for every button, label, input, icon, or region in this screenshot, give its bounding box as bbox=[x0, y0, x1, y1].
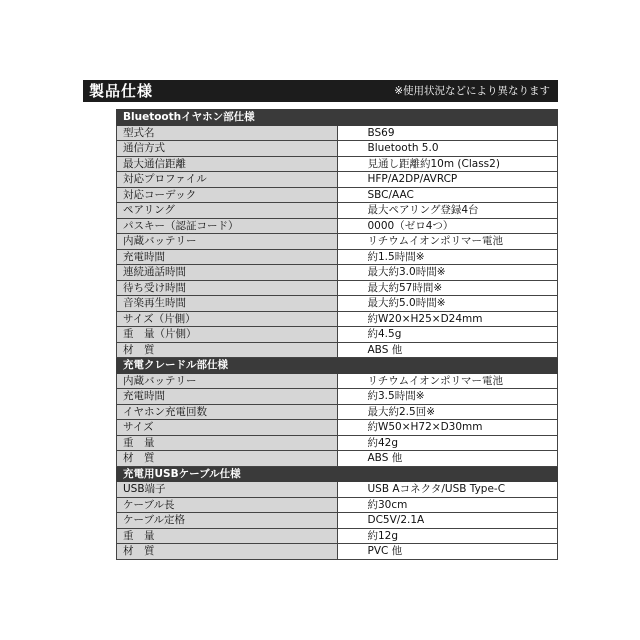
spec-value: リチウムイオンポリマー電池 bbox=[337, 373, 558, 389]
spec-label: 材 質 bbox=[117, 342, 338, 358]
spec-label: 対応プロファイル bbox=[117, 172, 338, 188]
section-title: Bluetoothイヤホン部仕様 bbox=[117, 110, 558, 126]
spec-value: 約1.5時間※ bbox=[337, 249, 558, 265]
spec-label: サイズ bbox=[117, 420, 338, 436]
spec-table-body bbox=[117, 110, 558, 560]
spec-label: 充電時間 bbox=[117, 389, 338, 405]
table-row bbox=[117, 249, 558, 265]
spec-value: 約3.5時間※ bbox=[337, 389, 558, 405]
section-title: 充電クレードル部仕様 bbox=[117, 358, 558, 374]
spec-value: PVC 他 bbox=[337, 544, 558, 560]
table-row bbox=[117, 342, 558, 358]
spec-value: ABS 他 bbox=[337, 451, 558, 467]
spec-label: 対応コーデック bbox=[117, 187, 338, 203]
spec-value: 約W50×H72×D30mm bbox=[337, 420, 558, 436]
spec-value: 最大約2.5回※ bbox=[337, 404, 558, 420]
table-row bbox=[117, 327, 558, 343]
spec-label: 音楽再生時間 bbox=[117, 296, 338, 312]
table-row bbox=[117, 482, 558, 498]
spec-value: ABS 他 bbox=[337, 342, 558, 358]
spec-header bbox=[83, 80, 558, 102]
table-row bbox=[117, 544, 558, 560]
spec-value: DC5V/2.1A bbox=[337, 513, 558, 529]
table-row bbox=[117, 497, 558, 513]
table-row bbox=[117, 451, 558, 467]
spec-value: 最大約3.0時間※ bbox=[337, 265, 558, 281]
spec-value: SBC/AAC bbox=[337, 187, 558, 203]
section-header-row bbox=[117, 358, 558, 374]
spec-value: 約12g bbox=[337, 528, 558, 544]
spec-value: 最大約5.0時間※ bbox=[337, 296, 558, 312]
spec-table bbox=[116, 109, 558, 560]
spec-value: Bluetooth 5.0 bbox=[337, 141, 558, 157]
table-row bbox=[117, 373, 558, 389]
page-title: 製品仕様 bbox=[89, 82, 154, 100]
table-row bbox=[117, 404, 558, 420]
spec-label: 最大通信距離 bbox=[117, 156, 338, 172]
spec-label: 通信方式 bbox=[117, 141, 338, 157]
table-row bbox=[117, 156, 558, 172]
table-row bbox=[117, 218, 558, 234]
section-title: 充電用USBケーブル仕様 bbox=[117, 466, 558, 482]
spec-label: ペアリング bbox=[117, 203, 338, 219]
header-note: ※使用状況などにより異なります bbox=[394, 85, 550, 97]
spec-label: パスキー（認証コード） bbox=[117, 218, 338, 234]
spec-value: 最大約57時間※ bbox=[337, 280, 558, 296]
table-row bbox=[117, 420, 558, 436]
spec-label: 内蔵バッテリー bbox=[117, 234, 338, 250]
table-row bbox=[117, 311, 558, 327]
spec-label: 連続通話時間 bbox=[117, 265, 338, 281]
table-row bbox=[117, 141, 558, 157]
spec-label: イヤホン充電回数 bbox=[117, 404, 338, 420]
spec-label: 重 量 bbox=[117, 528, 338, 544]
spec-value: USB Aコネクタ/USB Type-C bbox=[337, 482, 558, 498]
spec-value: リチウムイオンポリマー電池 bbox=[337, 234, 558, 250]
table-row bbox=[117, 125, 558, 141]
spec-value: 見通し距離約10m (Class2) bbox=[337, 156, 558, 172]
spec-label: サイズ（片側） bbox=[117, 311, 338, 327]
spec-label: 待ち受け時間 bbox=[117, 280, 338, 296]
spec-value: 約42g bbox=[337, 435, 558, 451]
spec-value: 0000（ゼロ4つ） bbox=[337, 218, 558, 234]
spec-label: 充電時間 bbox=[117, 249, 338, 265]
table-row bbox=[117, 528, 558, 544]
section-header-row bbox=[117, 110, 558, 126]
spec-label: 型式名 bbox=[117, 125, 338, 141]
table-row bbox=[117, 265, 558, 281]
table-row bbox=[117, 296, 558, 312]
table-row bbox=[117, 513, 558, 529]
table-row bbox=[117, 203, 558, 219]
spec-label: USB端子 bbox=[117, 482, 338, 498]
spec-value: BS69 bbox=[337, 125, 558, 141]
spec-label: ケーブル定格 bbox=[117, 513, 338, 529]
table-row bbox=[117, 389, 558, 405]
spec-value: HFP/A2DP/AVRCP bbox=[337, 172, 558, 188]
table-row bbox=[117, 187, 558, 203]
spec-label: 内蔵バッテリー bbox=[117, 373, 338, 389]
spec-label: 重 量 bbox=[117, 435, 338, 451]
spec-label: 材 質 bbox=[117, 451, 338, 467]
table-row bbox=[117, 435, 558, 451]
spec-value: 約30cm bbox=[337, 497, 558, 513]
spec-value: 約4.5g bbox=[337, 327, 558, 343]
spec-value: 約W20×H25×D24mm bbox=[337, 311, 558, 327]
spec-value: 最大ペアリング登録4台 bbox=[337, 203, 558, 219]
section-header-row bbox=[117, 466, 558, 482]
table-row bbox=[117, 172, 558, 188]
spec-label: 重 量（片側） bbox=[117, 327, 338, 343]
table-row bbox=[117, 234, 558, 250]
table-row bbox=[117, 280, 558, 296]
spec-label: ケーブル長 bbox=[117, 497, 338, 513]
spec-label: 材 質 bbox=[117, 544, 338, 560]
